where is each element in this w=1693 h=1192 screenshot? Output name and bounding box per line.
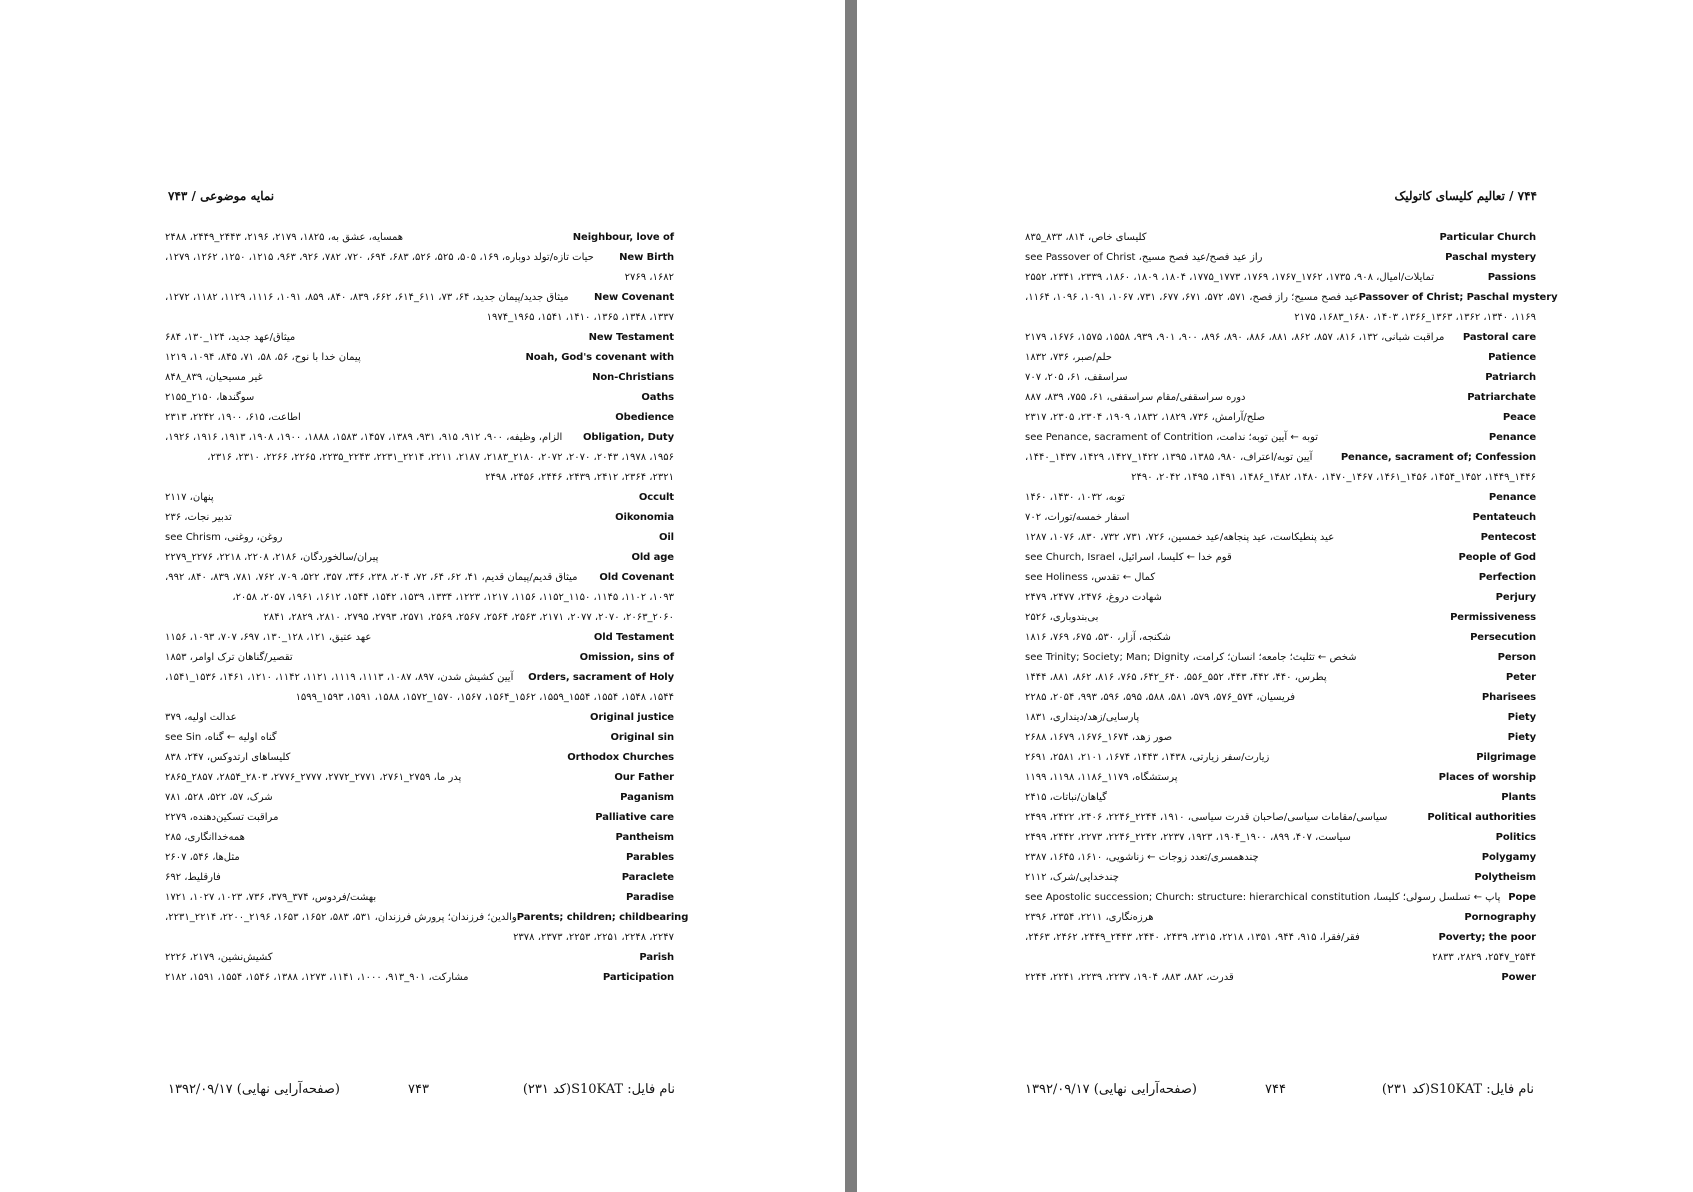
index-entry	[1025, 348, 1536, 368]
entry-persian-text: روغن، روغنی، see Chrism	[165, 532, 283, 543]
index-entry	[165, 828, 674, 848]
entry-persian-text: تدبیر نجات، ۲۳۶	[165, 512, 232, 523]
index-entry	[1025, 608, 1536, 628]
entry-persian-text: زیارت/سفر زیارتی، ۱۴۳۸، ۱۴۴۳، ۱۶۷۴، ۲۱۰۱، ۲۵۸۱، ۲۶۹۱	[1025, 752, 1270, 763]
entry-english-term: Perfection	[1478, 572, 1536, 583]
entry-persian-text: همه‌خداانگاری، ۲۸۵	[165, 832, 245, 843]
entry-persian-text: حلم/صبر، ۷۳۶، ۱۸۳۲	[1025, 352, 1112, 363]
entry-english-term: Participation	[602, 972, 674, 983]
entry-english-term: Neighbour, love of	[572, 232, 674, 243]
entry-english-term: Penance, sacrament of; Confession	[1340, 452, 1536, 463]
entry-english-term: Paschal mystery	[1445, 252, 1536, 263]
index-entry	[165, 788, 674, 808]
index-entry	[1025, 528, 1536, 548]
entry-persian-text: سیاسی/مقامات سیاسی/صاحبان قدرت سیاسی، ۱۹۱۰، ۲۲۴۴_۲۲۴۶، ۲۴۰۶، ۲۴۲۲، ۲۴۹۹	[1025, 812, 1388, 823]
entry-english-term: Orders, sacrament of Holy	[528, 672, 674, 683]
index-entry	[1025, 688, 1536, 708]
entry-english-term: Peace	[1502, 412, 1536, 423]
entry-persian-text: والدین؛ فرزندان؛ پرورش فرزندان، ۵۳۱، ۵۸۳، ۱۶۵۲، ۱۶۵۳، ۲۱۹۶_۲۲۰۰، ۲۲۱۴_۲۲۳۱،	[165, 912, 517, 923]
entry-english-term: Paganism	[620, 792, 674, 803]
entry-persian-text: راز عید فصح/عید فصح مسیح، see Passover of Christ	[1025, 252, 1263, 263]
entry-persian-text: پدر ما، ۲۷۵۹_۲۷۶۱، ۲۷۷۱_۲۷۷۲، ۲۷۷۷_۲۷۷۶، ۲۸۰۳_۲۸۵۴، ۲۸۵۷_۲۸۶۵	[165, 772, 462, 783]
index-entry	[1025, 648, 1536, 668]
entry-english-term: Paraclete	[621, 872, 674, 883]
entry-persian-text: سراسقف، ۶۱، ۲۰۵، ۷۰۷	[1025, 372, 1128, 383]
entry-english-term: Pornography	[1464, 912, 1536, 923]
entry-english-term: Noah, God's covenant with	[525, 352, 674, 363]
entry-persian-text: بهشت/فردوس، ۳۷۴_۳۷۹، ۷۳۶، ۱۰۲۳، ۱۰۲۷، ۱۷۲۱	[165, 892, 377, 903]
index-entry	[165, 768, 674, 788]
entry-persian-text: فریسیان، ۵۷۴_۵۷۶، ۵۷۹، ۵۸۱، ۵۸۸، ۵۹۵، ۵۹۶، ۹۹۳، ۲۰۵۴، ۲۲۸۵	[1025, 692, 1296, 703]
entry-continuation-line: ۱۵۴۴، ۱۵۴۸، ۱۵۵۴، ۱۵۵۴_۱۵۵۹، ۱۵۶۲_۱۵۶۴، ۱۵۶۷، ۱۵۷۰_۱۵۷۲، ۱۵۸۸، ۱۵۹۱، ۱۵۹۳_۱۵۹۹	[295, 692, 674, 703]
entry-persian-text: پنهان، ۲۱۱۷	[165, 492, 214, 503]
entry-english-term: Parents; children; childbearing	[516, 912, 689, 923]
entry-english-term: Power	[1501, 972, 1536, 983]
entry-persian-text: صلح/آرامش، ۷۳۶، ۱۸۲۹، ۱۸۳۲، ۱۹۰۹، ۲۳۰۴، ۲۳۰۵، ۲۳۱۷	[1025, 412, 1265, 423]
entry-english-term: Penance	[1488, 492, 1536, 503]
index-entry	[165, 508, 674, 528]
entry-persian-text: آیین توبه/اعتراف، ۹۸۰، ۱۳۸۵، ۱۳۹۵، ۱۴۲۲_۱۴۲۷، ۱۴۲۹، ۱۴۳۷_۱۴۴۰،	[1025, 452, 1313, 463]
index-entry	[1025, 368, 1536, 388]
entry-persian-text: توبه ← آیین توبه؛ ندامت، see Penance, sacrament of Contrition	[1025, 432, 1319, 443]
entry-persian-text: میثاق جدید/پیمان جدید، ۶۴، ۷۳، ۶۱۱_۶۱۴، ۶۶۲، ۸۳۹، ۸۴۰، ۸۵۹، ۱۰۹۱، ۱۱۱۶، ۱۱۲۹، ۱۱۸۲، ۱۲۷۲،	[165, 292, 569, 303]
index-entry	[165, 488, 674, 508]
index-entry	[165, 348, 674, 368]
page-header: ۷۴۴ / تعالیم کلیسای کاتولیک	[1394, 189, 1537, 203]
entry-persian-text: صور زهد، ۱۶۷۴_۱۶۷۶، ۱۶۷۹، ۲۶۸۸	[1025, 732, 1173, 743]
entry-english-term: Original sin	[610, 732, 674, 743]
footer-file-name: نام فایل: S10KAT(کد ۲۳۱)	[522, 1082, 675, 1097]
footer-page-number: ۷۴۴	[1265, 1082, 1286, 1097]
entry-persian-text: عهد عتیق، ۱۲۱، ۱۲۸_۱۳۰، ۶۹۷، ۷۰۷، ۱۰۹۳، ۱۱۵۶	[165, 632, 372, 643]
entry-persian-text: هرزه‌نگاری، ۲۲۱۱، ۲۳۵۴، ۲۳۹۶	[1025, 912, 1154, 923]
index-entry	[1025, 328, 1536, 348]
entry-persian-text: گیاهان/نباتات، ۲۴۱۵	[1025, 792, 1107, 803]
index-entry	[165, 568, 674, 628]
entry-english-term: Perjury	[1495, 592, 1536, 603]
entry-persian-text: مشارکت، ۹۰۱_۹۱۳، ۱۰۰۰، ۱۱۴۱، ۱۲۷۳، ۱۳۸۸، ۱۵۴۶، ۱۵۵۴، ۱۵۹۱، ۲۱۸۲	[165, 972, 469, 983]
entry-english-term: Persecution	[1470, 632, 1536, 643]
entry-continuation-line: ۲۰۶۰_۲۰۶۳، ۲۰۷۰، ۲۰۷۷، ۲۱۷۱، ۲۵۶۳، ۲۵۶۴، ۲۵۶۷، ۲۵۶۹، ۲۵۷۱، ۲۷۹۳، ۲۷۹۵، ۲۸۱۰، ۲۸۲۹، ۲۸۴۱	[263, 612, 674, 623]
entry-english-term: Polygamy	[1481, 852, 1536, 863]
entry-continuation-line: ۱۱۶۹، ۱۳۴۰، ۱۳۶۲، ۱۳۶۳_۱۳۶۶، ۱۴۰۳، ۱۶۸۰_۱۶۸۳، ۲۱۷۵	[1294, 312, 1536, 323]
left-page	[0, 0, 845, 1192]
index-entry	[1025, 868, 1536, 888]
index-entry	[1025, 728, 1536, 748]
index-entry	[165, 668, 674, 708]
entry-english-term: Old Covenant	[599, 572, 674, 583]
entry-persian-text: عدالت اولیه، ۳۷۹	[165, 712, 237, 723]
entry-english-term: Particular Church	[1439, 232, 1536, 243]
entry-english-term: New Covenant	[594, 292, 674, 303]
index-entry	[1025, 928, 1536, 968]
entry-english-term: Obligation, Duty	[582, 432, 674, 443]
index-entry	[165, 848, 674, 868]
entry-continuation-line: ۲۵۴۴_۲۵۴۷، ۲۸۲۹، ۲۸۳۳	[1432, 952, 1536, 963]
entry-english-term: Obedience	[615, 412, 674, 423]
entry-english-term: New Testament	[588, 332, 674, 343]
entry-english-term: Pope	[1508, 892, 1536, 903]
entry-english-term: Pilgrimage	[1476, 752, 1536, 763]
index-entry	[165, 388, 674, 408]
index-entry	[165, 228, 674, 248]
entry-english-term: Polytheism	[1474, 872, 1536, 883]
index-entry	[1025, 828, 1536, 848]
index-entry	[1025, 968, 1536, 988]
index-entry	[1025, 748, 1536, 768]
entry-continuation-line: ۱۰۹۳، ۱۱۰۲، ۱۱۴۵، ۱۱۵۰_۱۱۵۲، ۱۱۵۶، ۱۲۱۷، ۱۲۲۳، ۱۳۳۴، ۱۵۳۹، ۱۵۴۲، ۱۵۴۴، ۱۶۱۲، ۱۹۶۱، ۲۰۵۷، ۲۰۵۸،	[232, 592, 674, 603]
entry-persian-text: سوگندها، ۲۱۵۰_۲۱۵۵	[165, 392, 255, 403]
entry-persian-text: قدرت، ۸۸۲، ۸۸۳، ۱۹۰۴، ۲۲۳۷، ۲۲۳۹، ۲۲۴۱، ۲۲۴۴	[1025, 972, 1234, 983]
index-entry	[1025, 548, 1536, 568]
footer-page-number: ۷۴۳	[408, 1082, 429, 1097]
entry-english-term: Plants	[1501, 792, 1536, 803]
entry-english-term: Patience	[1488, 352, 1536, 363]
index-entry	[1025, 248, 1536, 268]
index-entry	[1025, 288, 1558, 328]
index-entry	[1025, 568, 1536, 588]
entry-persian-text: کلیسای خاص، ۸۱۴، ۸۳۳_۸۳۵	[1025, 232, 1147, 243]
entry-english-term: Piety	[1507, 712, 1536, 723]
entry-english-term: Poverty; the poor	[1438, 932, 1536, 943]
entry-english-term: Old Testament	[593, 632, 674, 643]
entry-english-term: Orthodox Churches	[567, 752, 674, 763]
index-entry	[1025, 508, 1536, 528]
entry-english-term: Pantheism	[615, 832, 674, 843]
index-entries	[1025, 228, 1558, 988]
entry-persian-text: پیران/سالخوردگان، ۲۱۸۶، ۲۲۰۸، ۲۲۱۸، ۲۲۷۶_۲۲۷۹	[165, 552, 379, 563]
index-entry	[1025, 888, 1536, 908]
entry-persian-text: پیمان خدا با نوح، ۵۶، ۵۸، ۷۱، ۸۴۵، ۱۰۹۴، ۱۲۱۹	[165, 352, 361, 363]
index-entry	[1025, 408, 1536, 428]
page-header: نمایه موضوعی / ۷۴۳	[168, 189, 275, 203]
index-entries	[165, 228, 689, 988]
entry-persian-text: بی‌بندوباری، ۲۵۲۶	[1025, 612, 1099, 623]
entry-persian-text: مراقبت تسکین‌دهنده، ۲۲۷۹	[165, 812, 279, 823]
index-entry	[165, 628, 674, 648]
index-entry	[1025, 788, 1536, 808]
entry-english-term: Oaths	[641, 392, 674, 403]
entry-persian-text: اسفار خمسه/تورات، ۷۰۲	[1025, 512, 1130, 523]
entry-persian-text: اطاعت، ۶۱۵، ۱۹۰۰، ۲۲۴۲، ۲۳۱۳	[165, 412, 301, 423]
entry-english-term: Oikonomia	[615, 512, 674, 523]
entry-persian-text: آیین کشیش شدن، ۸۹۷، ۱۰۸۷، ۱۱۱۳، ۱۱۱۹، ۱۱۲۱، ۱۱۴۲، ۱۲۱۰، ۱۴۶۱، ۱۵۳۶_۱۵۴۱،	[165, 672, 514, 683]
index-entry	[165, 968, 674, 988]
entry-persian-text: مراقبت شبانی، ۱۳۲، ۸۱۶، ۸۵۷، ۸۶۲، ۸۸۱، ۸۸۶، ۸۹۰، ۸۹۶، ۹۰۰، ۹۰۱، ۹۳۹، ۱۵۵۸، ۱۵۷۵، ۱۶۷۶، ۲۱۷۹	[1025, 332, 1445, 343]
index-entry	[1025, 588, 1536, 608]
entry-persian-text: میثاق قدیم/پیمان قدیم، ۴۱، ۶۲، ۶۴، ۷۲، ۲۰۴، ۲۳۸، ۳۴۶، ۳۵۷، ۵۲۲، ۷۰۹، ۷۶۲، ۷۸۱، ۸۳۹، ۸۴۰، ۹۹۲،	[165, 572, 578, 583]
index-entry	[1025, 848, 1536, 868]
entry-persian-text: پرستشگاه، ۱۱۷۹_۱۱۸۶، ۱۱۹۸، ۱۱۹۹	[1025, 772, 1178, 783]
entry-persian-text: کلیساهای ارتدوکس، ۲۴۷، ۸۳۸	[165, 752, 291, 763]
index-entry	[1025, 808, 1536, 828]
entry-continuation-line: ۱۳۳۷، ۱۳۴۸، ۱۳۶۵، ۱۴۱۰، ۱۵۴۱، ۱۹۶۵_۱۹۷۴	[486, 312, 674, 323]
entry-persian-text: سیاست، ۴۰۷، ۸۹۹، ۱۹۰۰_۱۹۰۴، ۱۹۲۳، ۲۲۳۷، ۲۲۴۲_۲۲۴۶، ۲۲۷۳، ۲۴۴۲، ۲۴۹۹	[1025, 832, 1351, 843]
entry-persian-text: فارقلیط، ۶۹۲	[165, 872, 221, 883]
entry-continuation-line: ۱۹۵۶، ۱۹۷۸، ۲۰۴۳، ۲۰۷۰، ۲۰۷۲، ۲۱۸۰_۲۱۸۳، ۲۱۸۷، ۲۲۱۱، ۲۲۱۴_۲۲۳۱، ۲۲۴۳_۲۲۳۵، ۲۲۶۵، ۲۲۶۶، ۲۳۱۰، ۲۳۱۶،	[207, 452, 674, 463]
index-entry	[1025, 428, 1536, 448]
entry-english-term: Pentecost	[1480, 532, 1536, 543]
entry-english-term: Parish	[639, 952, 674, 963]
entry-english-term: Pharisees	[1481, 692, 1536, 703]
footer-date: (صفحه‌آرایی نهایی) ۱۳۹۲/۰۹/۱۷	[1025, 1082, 1197, 1097]
index-entry	[1025, 628, 1536, 648]
entry-english-term: Passions	[1487, 272, 1536, 283]
index-entry	[1025, 488, 1536, 508]
entry-persian-text: الزام، وظیفه، ۹۰۰، ۹۱۲، ۹۱۵، ۹۳۱، ۱۳۸۹، ۱۴۵۷، ۱۵۸۳، ۱۸۸۸، ۱۹۰۰، ۱۹۰۸، ۱۹۱۳، ۱۹۱۶، ۱۹۲۶،	[165, 432, 563, 443]
index-entry	[165, 248, 674, 288]
entry-persian-text: کشیش‌نشین، ۲۱۷۹، ۲۲۲۶	[165, 952, 273, 963]
entry-english-term: Peter	[1505, 672, 1536, 683]
entry-persian-text: کمال ← تقدس، see Holiness	[1025, 572, 1156, 583]
index-entry	[165, 428, 674, 488]
entry-english-term: Pentateuch	[1472, 512, 1536, 523]
index-entry	[165, 548, 674, 568]
index-entry	[165, 328, 674, 348]
index-entry	[165, 908, 689, 948]
entry-english-term: Palliative care	[595, 812, 674, 823]
footer-file-name: نام فایل: S10KAT(کد ۲۳۱)	[1381, 1082, 1534, 1097]
entry-english-term: Our Father	[614, 772, 674, 783]
entry-persian-text: پارسایی/زهد/دینداری، ۱۸۳۱	[1025, 712, 1140, 723]
entry-persian-text: دوره سراسقفی/مقام سراسقفی، ۶۱، ۷۵۵، ۸۳۹، ۸۸۷	[1025, 392, 1246, 403]
index-entry	[165, 408, 674, 428]
entry-english-term: New Birth	[619, 252, 674, 263]
index-entry	[165, 748, 674, 768]
footer-date: (صفحه‌آرایی نهایی) ۱۳۹۲/۰۹/۱۷	[168, 1082, 340, 1097]
entry-english-term: Paradise	[625, 892, 674, 903]
entry-persian-text: عید پنطیکاست، عید پنجاهه/عید خمسین، ۷۲۶، ۷۳۱، ۷۳۲، ۸۳۰، ۱۰۷۶، ۱۲۸۷	[1025, 532, 1335, 543]
entry-english-term: Patriarch	[1485, 372, 1536, 383]
entry-persian-text: تمایلات/امیال، ۹۰۸، ۱۷۳۵، ۱۷۶۲_۱۷۶۷، ۱۷۶۹، ۱۷۷۳_۱۷۷۵، ۱۸۰۴، ۱۸۰۹، ۱۸۶۰، ۲۳۳۹، ۲۳۴۱، ۲۵۵۲	[1025, 272, 1435, 283]
entry-persian-text: توبه، ۱۰۳۲، ۱۴۳۰، ۱۴۶۰	[1025, 492, 1125, 503]
entry-english-term: Parables	[625, 852, 674, 863]
index-entry	[1025, 268, 1536, 288]
index-entry	[165, 808, 674, 828]
index-entry	[165, 888, 674, 908]
entry-english-term: Person	[1497, 652, 1536, 663]
entry-persian-text: مثل‌ها، ۵۴۶، ۲۶۰۷	[165, 852, 240, 863]
index-entry	[165, 368, 674, 388]
index-entry	[1025, 448, 1536, 488]
index-entry	[165, 528, 674, 548]
entry-persian-text: پاپ ← تسلسل رسولی؛ کلیسا، see Apostolic succession; Church: structure: hierarchical constitution	[1025, 892, 1501, 903]
entry-continuation-line: ۱۶۸۲، ۲۷۶۹	[624, 272, 674, 283]
entry-english-term: Penance	[1488, 432, 1536, 443]
entry-persian-text: چندخدایی/شرک، ۲۱۱۲	[1025, 872, 1119, 883]
entry-english-term: Patriarchate	[1467, 392, 1536, 403]
entry-persian-text: گناه اولیه ← گناه، see Sin	[165, 732, 277, 743]
entry-continuation-line: ۲۳۲۱، ۲۳۶۴، ۲۴۱۲، ۲۴۳۹، ۲۴۴۶، ۲۴۵۶، ۲۴۹۸	[485, 472, 674, 483]
index-entry	[165, 288, 674, 328]
entry-english-term: People of God	[1458, 552, 1536, 563]
index-entry	[1025, 708, 1536, 728]
index-entry	[1025, 908, 1536, 928]
entry-english-term: Occult	[638, 492, 674, 503]
index-entry	[1025, 388, 1536, 408]
entry-persian-text: شرک، ۵۷، ۵۲۲، ۵۲۸، ۷۸۱	[165, 792, 273, 803]
entry-persian-text: میثاق/عهد جدید، ۱۲۴_۱۳۰، ۶۸۴	[165, 332, 296, 343]
entry-english-term: Pastoral care	[1462, 332, 1536, 343]
entry-persian-text: پطرس، ۴۴۰، ۴۴۲، ۴۴۳، ۵۵۲_۵۵۶، ۶۴۰_۶۴۲، ۷۶۵، ۸۱۶، ۸۶۲، ۸۸۱، ۱۴۴۴	[1025, 672, 1327, 683]
index-entry	[165, 868, 674, 888]
entry-persian-text: چندهمسری/تعدد زوجات ← زناشویی، ۱۶۱۰، ۱۶۴۵، ۲۳۸۷	[1025, 852, 1259, 863]
index-entry	[1025, 668, 1536, 688]
right-page	[857, 0, 1693, 1192]
entry-continuation-line: ۱۴۴۶_۱۴۴۹، ۱۴۵۲_۱۴۵۴، ۱۴۵۶_۱۴۶۱، ۱۴۶۷_۱۴۷۰، ۱۴۸۰، ۱۴۸۲_۱۴۸۶، ۱۴۹۱، ۱۴۹۵، ۲۰۴۲، ۲۴۹۰	[1131, 472, 1536, 483]
entry-persian-text: غیر مسیحیان، ۸۳۹_۸۴۸	[165, 372, 263, 383]
index-entry	[165, 948, 674, 968]
entry-persian-text: شهادت دروغ، ۲۴۷۶، ۲۴۷۷، ۲۴۷۹	[1025, 592, 1162, 603]
entry-persian-text: حیات تازه/تولد دوباره، ۱۶۹، ۵۰۵، ۵۲۵، ۵۲۶، ۶۸۳، ۶۹۴، ۷۲۰، ۷۸۲، ۹۲۶، ۹۶۳، ۱۲۱۵، ۱۲۵۰، ۱۲۶۲، ۱۲۷۹،	[165, 252, 594, 263]
index-entry	[165, 648, 674, 668]
entry-english-term: Omission, sins of	[579, 652, 674, 663]
entry-english-term: Passover of Christ; Paschal mystery	[1358, 292, 1558, 303]
entry-english-term: Political authorities	[1427, 812, 1536, 823]
entry-persian-text: شکنجه، آزار، ۵۳۰، ۶۷۵، ۷۶۹، ۱۸۱۶	[1025, 632, 1171, 643]
entry-persian-text: شخص ← تثلیث؛ جامعه؛ انسان؛ کرامت، see Trinity; Society; Man; Dignity	[1025, 652, 1357, 663]
entry-continuation-line: ۲۲۴۷، ۲۲۴۸، ۲۲۵۱، ۲۲۵۳، ۲۳۷۳، ۲۳۷۸	[513, 932, 674, 943]
entry-english-term: Non-Christians	[592, 372, 674, 383]
entry-persian-text: تقصیر/گناهان ترک اوامر، ۱۸۵۳	[165, 652, 293, 663]
entry-english-term: Original justice	[589, 712, 674, 723]
entry-english-term: Piety	[1507, 732, 1536, 743]
entry-persian-text: قوم خدا ← کلیسا، اسرائیل، see Church, Israel	[1025, 552, 1232, 563]
index-entry	[1025, 768, 1536, 788]
entry-english-term: Old age	[631, 552, 674, 563]
entry-persian-text: همسایه، عشق به، ۱۸۲۵، ۲۱۷۹، ۲۱۹۶، ۲۴۴۳_۲۴۴۹، ۲۴۸۸	[165, 232, 404, 243]
entry-english-term: Politics	[1495, 832, 1536, 843]
entry-persian-text: فقر/فقرا، ۹۱۵، ۹۴۴، ۱۳۵۱، ۲۲۱۸، ۲۳۱۵، ۲۴۳۹، ۲۴۴۰، ۲۴۴۳_۲۴۴۹، ۲۴۶۲، ۲۴۶۳،	[1025, 932, 1360, 943]
entry-persian-text: عید فصح مسیح؛ راز فصح، ۵۷۱، ۵۷۲، ۶۷۱، ۶۷۷، ۷۳۱، ۱۰۶۷، ۱۰۹۱، ۱۰۹۶، ۱۱۶۴،	[1025, 292, 1359, 303]
entry-english-term: Permissiveness	[1450, 612, 1536, 623]
entry-english-term: Oil	[658, 532, 674, 543]
index-entry	[165, 708, 674, 728]
index-entry	[1025, 228, 1536, 248]
entry-english-term: Places of worship	[1438, 772, 1536, 783]
index-entry	[165, 728, 674, 748]
